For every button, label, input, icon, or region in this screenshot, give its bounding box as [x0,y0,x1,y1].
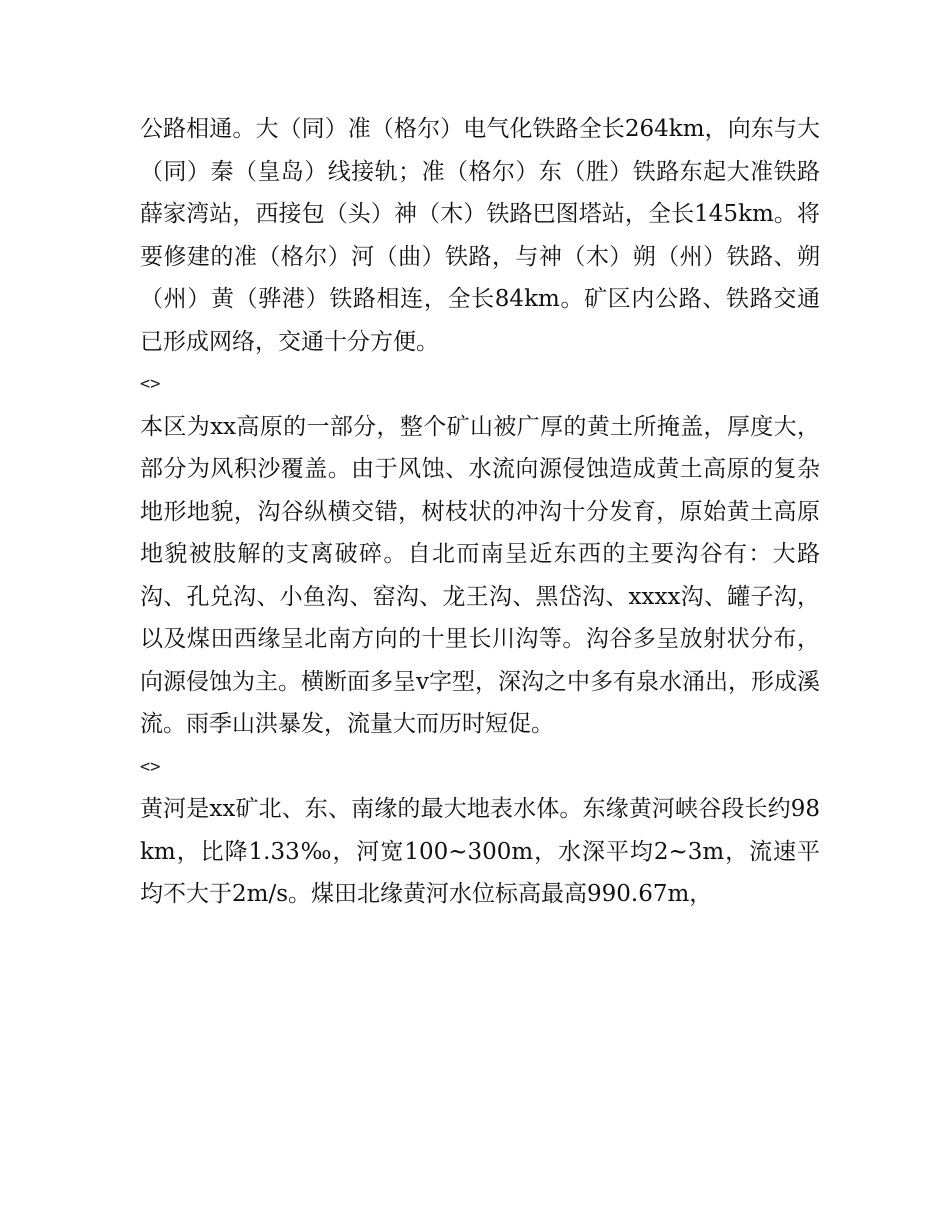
paragraph-yellow-river: 黄河是xx矿北、东、南缘的最大地表水体。东缘黄河峡谷段长约98km，比降1.33‰，河宽100~300m，水深平均2~3m，流速平均不大于2m/s。煤田北缘黄河水位标高最高990.67m， [140,796,820,907]
paragraph-terrain: 本区为xx高原的一部分，整个矿山被广厚的黄土所掩盖，厚度大，部分为风积沙覆盖。由于风蚀、水流向源侵蚀造成黄土高原的复杂地形地貌，沟谷纵横交错，树枝状的冲沟十分发育，原始黄土高原地貌被肢解的支离破碎。自北而南呈近东西的主要沟谷有：大路沟、孔兑沟、小鱼沟、窑沟、龙王沟、黑岱沟、xxxx沟、罐子沟，以及煤田西缘呈北南方向的十里长川沟等。沟谷多呈放射状分布，向源侵蚀为主。横断面多呈v字型，深沟之中多有泉水涌出，形成溪流。雨季山洪暴发，流量大而历时短促。 [140,413,820,737]
paragraph-traffic: 公路相通。大（同）准（格尔）电气化铁路全长264km，向东与大（同）秦（皇岛）线接轨；准（格尔）东（胜）铁路东起大准铁路薛家湾站，西接包（头）神（木）铁路巴图塔站，全长145km。将要修建的准（格尔）河（曲）铁路，与神（木）朔（州）铁路、朔（州）黄（骅港）铁路相连，全长84km。矿区内公路、铁路交通已形成网络，交通十分方便。 [140,116,820,355]
section-marker: <> [140,374,161,394]
section-marker: <> [140,756,161,777]
document-body [140,108,820,916]
